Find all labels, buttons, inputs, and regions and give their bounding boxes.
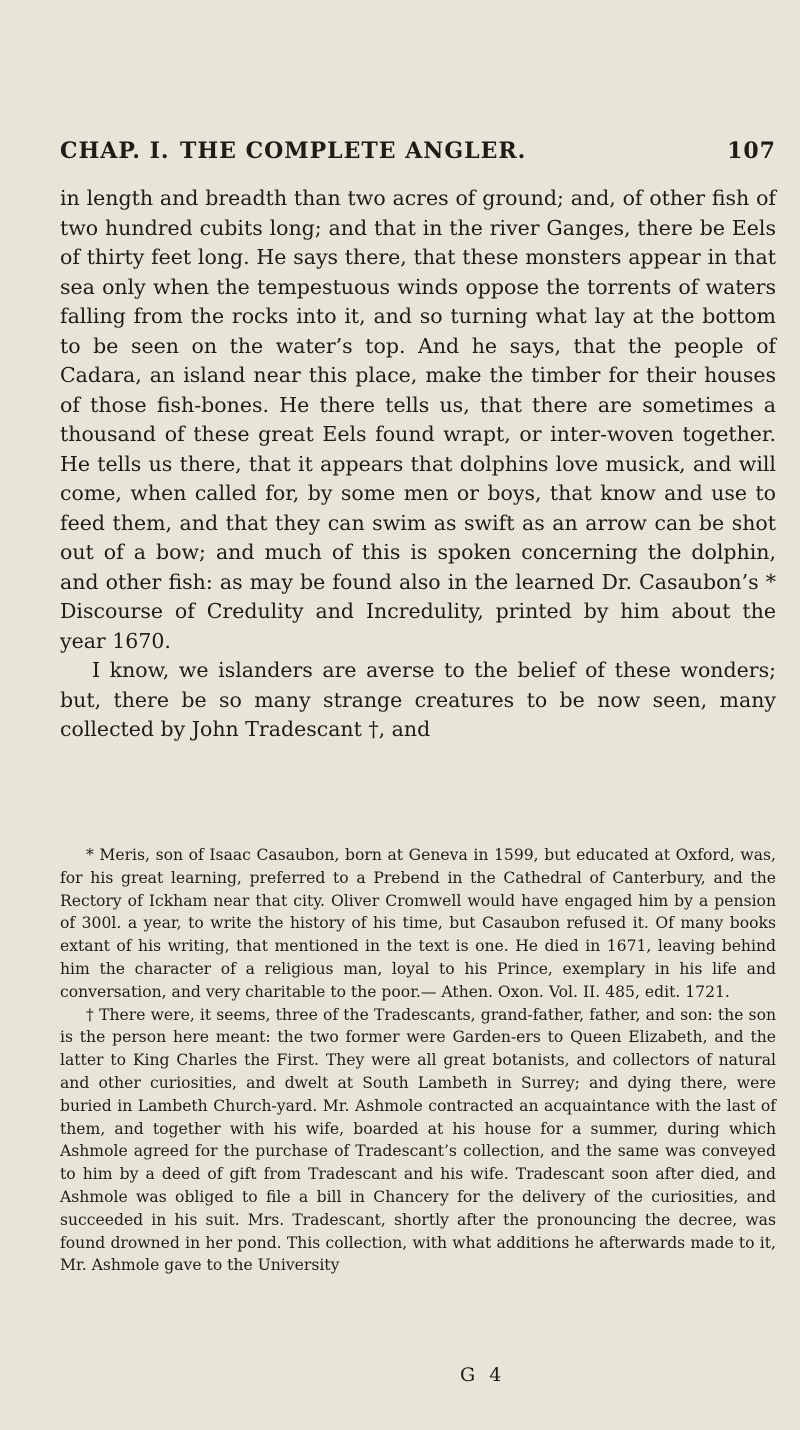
main-text [60,184,776,745]
body-paragraph: I know, we islanders are averse to the belief of these wonders; but, there be so many strange creatures to be now seen, many collected by John Tradescant †, and [60,658,776,741]
footnotes [60,844,776,1277]
footnote-casaubon: * Meris, son of Isaac Casaubon, born at Geneva in 1599, but educated at Oxford, was, for his great learning, preferred to a Prebend in the Cathedral of Canterbury, and the Rectory of Ickham near that city. Oliver Cromwell would have engaged him by a pension of 300l. a year, to write the history of his time, but Casaubon refused it. Of many books extant of his writing, that mentioned in the text is one. He died in 1671, leaving behind him the character of a religious man, loyal to his Prince, exemplary in his life and conversation, and very charitable to the poor.— Athen. Oxon. Vol. II. 485, edit. 1721. [60,846,776,1001]
body-paragraph: in length and breadth than two acres of ground; and, of other fish of two hundred cubits long; and that in the river Ganges, there be Eels of thirty feet long. He says there, that these monsters appear in that sea only when the tempestuous winds oppose the torrents of waters falling from the rocks into it, and so turning what lay at the bottom to be seen on the water’s top. And he says, that the people of Cadara, an island near this place, make the timber for their houses of those fish-bones. He there tells us, that there are sometimes a thousand of these great Eels found wrapt, or inter-woven together. He tells us there, that it appears that dolphins love musick, and will come, when called for, by some men or boys, that know and use to feed them, and that they can swim as swift as an arrow can be shot out of a bow; and much of this is spoken concerning the dolphin, and other fish: as may be found also in the learned Dr. Casaubon’s * Discourse of Credulity and Incredulity, printed by him about the year 1670. [60,186,776,653]
chapter-label: CHAP. I. [60,138,170,164]
book-title: THE COMPLETE ANGLER. [180,138,527,164]
footnote-tradescant: † There were, it seems, three of the Tradescants, grand-father, father, and son: the son is the person here meant: the two former were Garden-ers to Queen Elizabeth, and the latter to King Charles the First. They were all great botanists, and collectors of natural and other curiosities, and dwelt at South Lambeth in Surrey; and dying there, were buried in Lambeth Church-yard. Mr. Ashmole contracted an acquaintance with the last of them, and together with his wife, boarded at his house for a summer, during which Ashmole agreed for the purchase of Tradescant’s collection, and the same was conveyed to him by a deed of gift from Tradescant and his wife. Tradescant soon after died, and Ashmole was obliged to file a bill in Chancery for the delivery of the curiosities, and succeeded in his suit. Mrs. Tradescant, shortly after the pronouncing the decree, was found drowned in her pond. This collection, with what additions he afterwards made to it, Mr. Ashmole gave to the University [60,1005,776,1275]
signature-mark: G 4 [460,1364,506,1386]
page-number: 107 [727,138,776,164]
running-header [60,138,776,172]
